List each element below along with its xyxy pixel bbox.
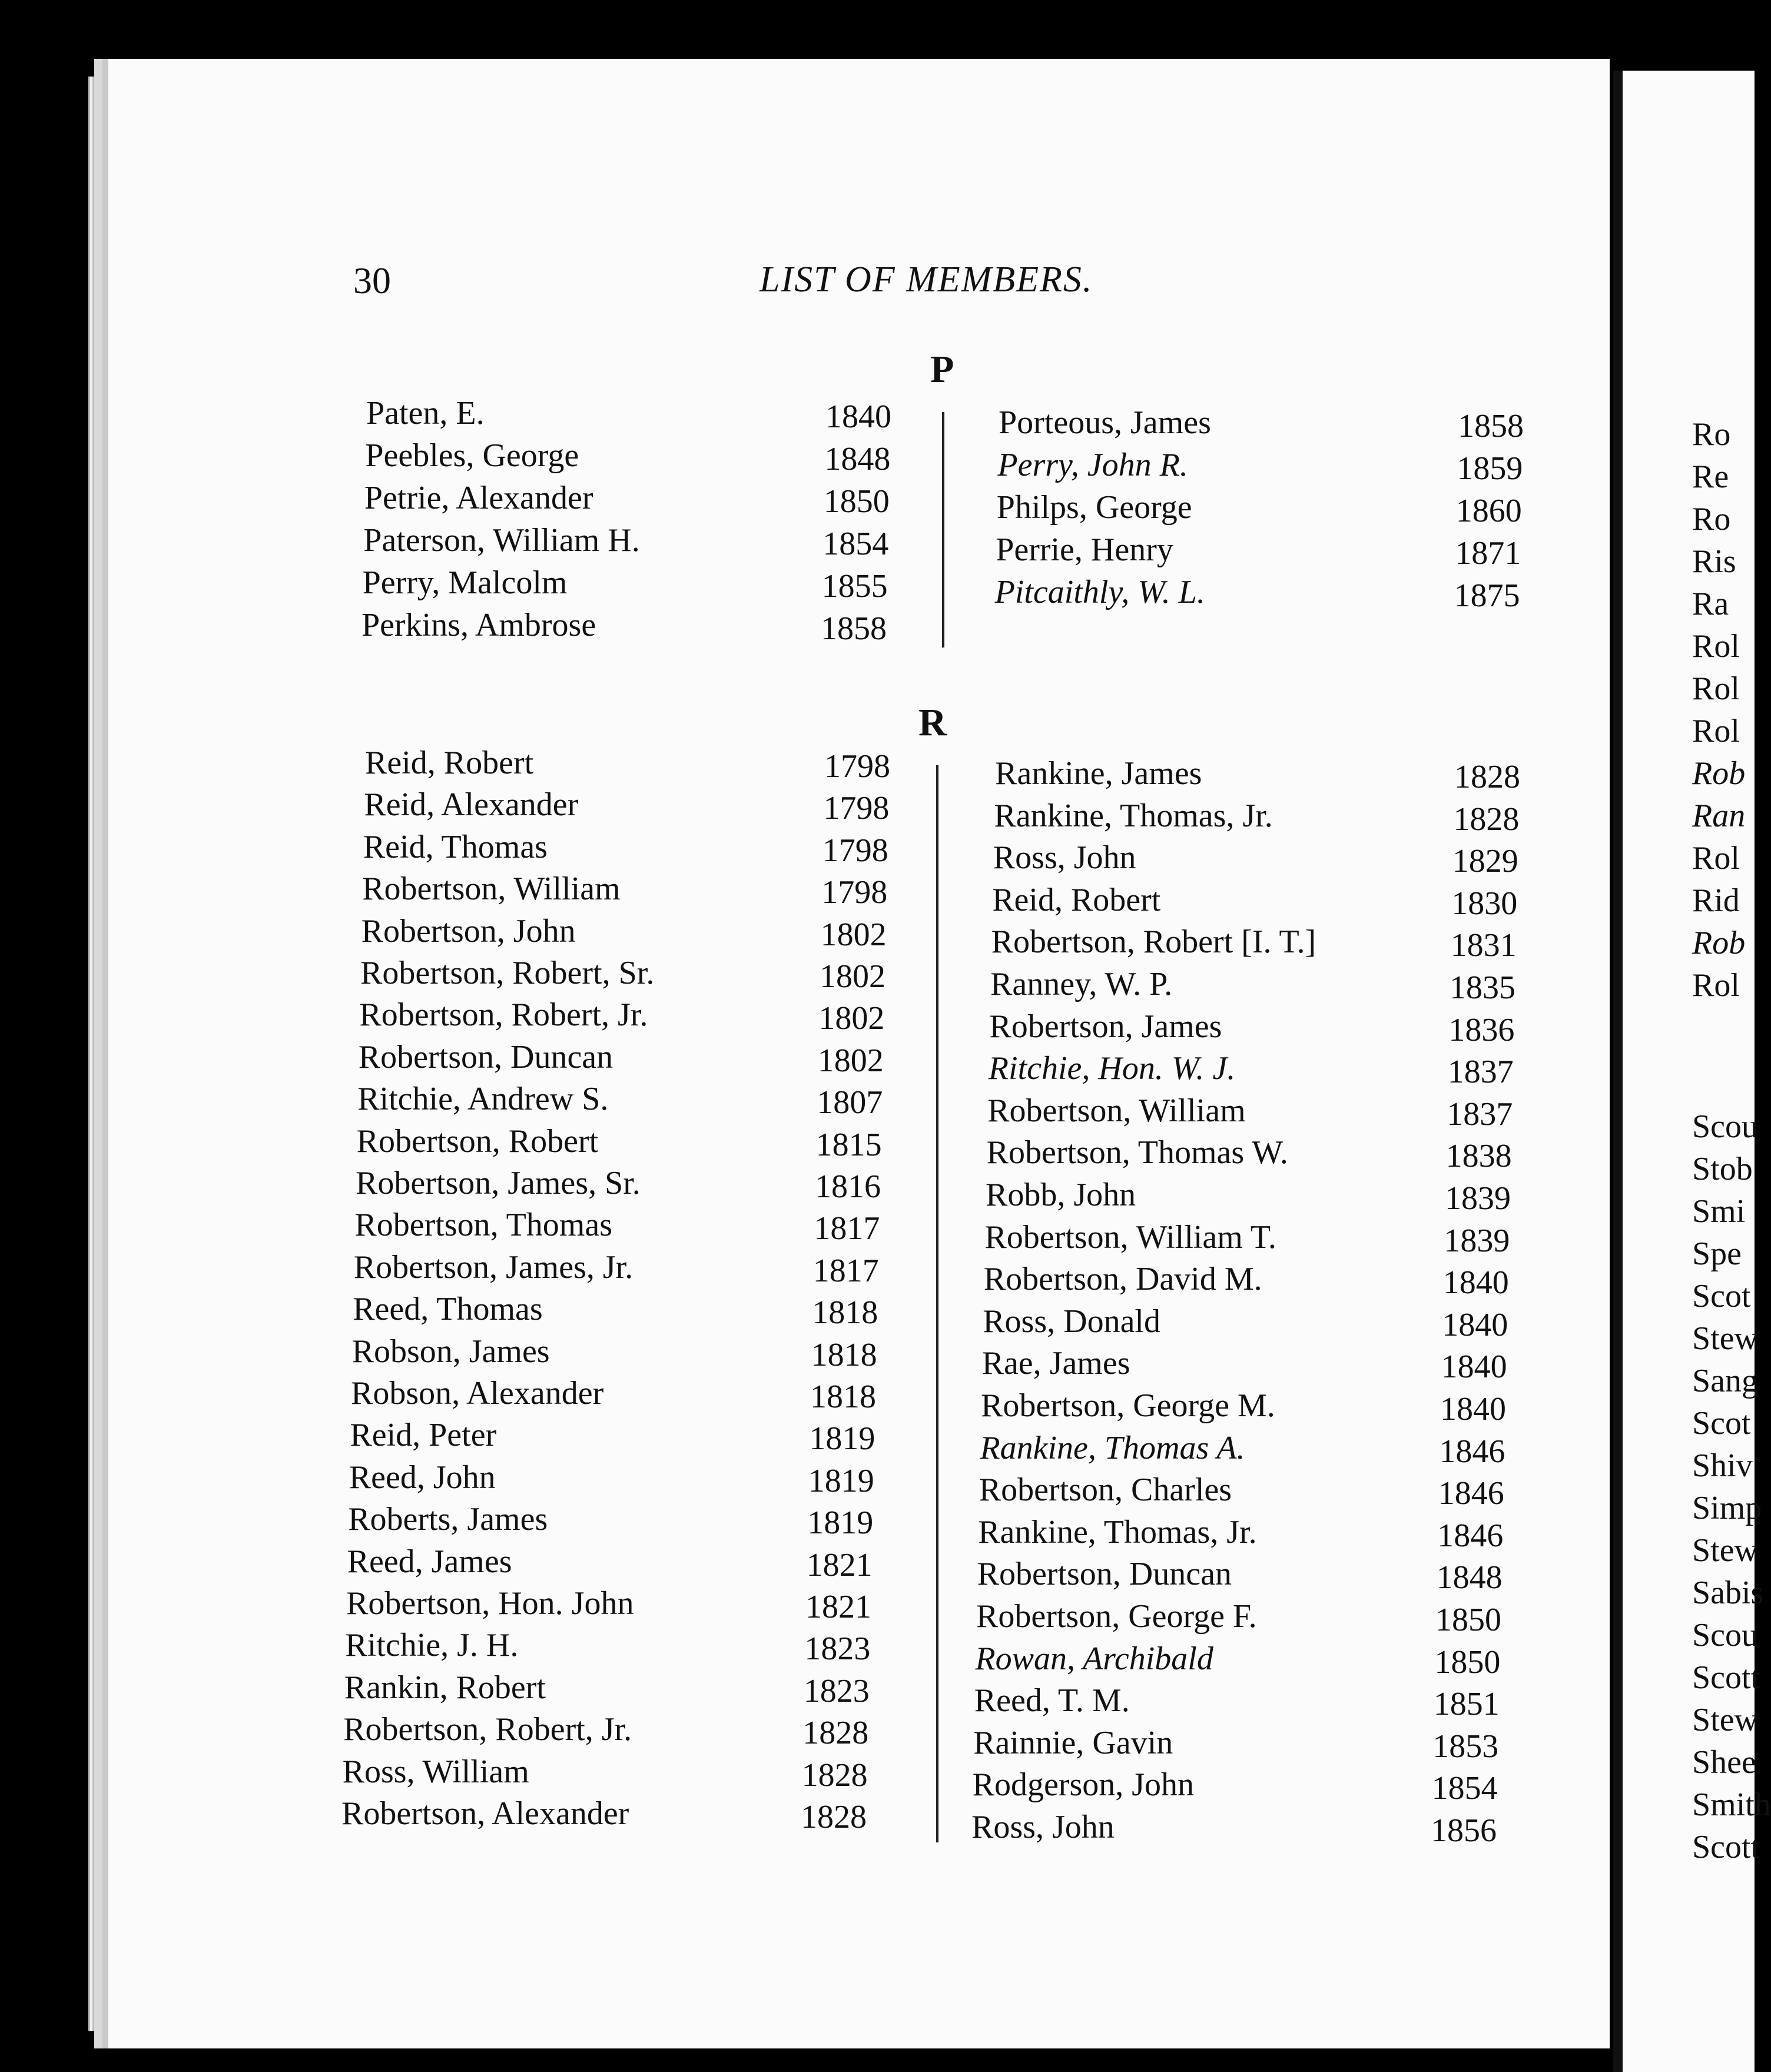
member-name: Rankine, Thomas A.	[980, 1429, 1245, 1466]
facing-page-fragment: Scou	[1692, 1108, 1758, 1145]
facing-page-fragment: Ris	[1692, 543, 1736, 580]
member-name: Pitcaithly, W. L.	[994, 574, 1205, 610]
facing-page-fragment: Rol	[1692, 670, 1740, 707]
facing-page-fragment: Rol	[1692, 840, 1740, 876]
member-name: Rankine, James	[995, 755, 1202, 792]
member-year: 1840	[1442, 1306, 1508, 1343]
member-year: 1816	[815, 1168, 881, 1205]
member-year: 1798	[824, 748, 890, 785]
member-name: Paten, E.	[366, 395, 485, 431]
member-year: 1828	[802, 1715, 869, 1752]
member-year: 1854	[823, 526, 889, 562]
member-year: 1848	[1436, 1559, 1503, 1596]
member-year: 1823	[804, 1631, 871, 1668]
facing-page-fragment: Scou	[1692, 1617, 1758, 1653]
member-year: 1860	[1455, 493, 1522, 529]
column-divider-r	[936, 765, 938, 1842]
member-name: Reid, Peter	[350, 1417, 497, 1454]
member-name: Ross, John	[971, 1809, 1115, 1845]
member-name: Reid, Alexander	[364, 786, 579, 824]
member-name: Perry, Malcolm	[362, 565, 568, 601]
member-name: Robertson, George F.	[976, 1598, 1257, 1635]
member-name: Robertson, Robert [I. T.]	[991, 924, 1316, 961]
member-name: Robertson, John	[361, 912, 576, 949]
facing-page-fragment: Rid	[1692, 882, 1740, 919]
member-year: 1859	[1457, 450, 1523, 487]
member-year: 1819	[807, 1505, 874, 1542]
member-name: Rowan, Archibald	[975, 1640, 1213, 1677]
member-year: 1840	[1441, 1349, 1507, 1386]
member-name: Reid, Robert	[365, 745, 534, 781]
member-name: Ross, William	[342, 1753, 529, 1790]
member-year: 1875	[1454, 577, 1520, 614]
facing-page-fragment: Sang	[1692, 1363, 1758, 1399]
facing-page-fragment: Rol	[1692, 967, 1740, 1004]
facing-page-fragment: Sabis	[1692, 1575, 1764, 1611]
member-year: 1858	[1458, 408, 1524, 444]
facing-page-fragment: Shee	[1692, 1744, 1756, 1781]
member-name: Ross, John	[993, 839, 1136, 876]
member-name: Reid, Thomas	[363, 828, 548, 865]
member-name: Rankine, Thomas, Jr.	[978, 1513, 1257, 1550]
member-year: 1871	[1455, 535, 1521, 572]
member-year: 1828	[801, 1799, 867, 1835]
facing-page-fragment: Stew	[1692, 1320, 1758, 1357]
facing-page-fragment: Rol	[1692, 713, 1740, 749]
member-year: 1828	[1453, 801, 1520, 838]
facing-page-fragment: Rob	[1692, 755, 1746, 792]
member-year: 1829	[1452, 843, 1518, 880]
member-name: Rainnie, Gavin	[973, 1724, 1173, 1761]
member-year: 1818	[810, 1379, 876, 1415]
member-year: 1846	[1437, 1517, 1504, 1554]
member-name: Peebles, George	[365, 437, 579, 474]
member-name: Robertson, Alexander	[341, 1795, 629, 1832]
member-name: Reed, John	[349, 1459, 496, 1496]
facing-page-fragment: Ro	[1692, 416, 1731, 453]
member-name: Rae, James	[981, 1345, 1130, 1382]
member-name: Petrie, Alexander	[364, 480, 593, 516]
facing-page-fragment: Smi	[1692, 1193, 1746, 1230]
member-year: 1835	[1450, 969, 1515, 1006]
member-name: Reid, Robert	[992, 881, 1161, 918]
facing-page-fragment: Spe	[1692, 1236, 1742, 1272]
member-year: 1831	[1450, 927, 1517, 964]
member-name: Robertson, Robert	[356, 1123, 599, 1160]
facing-page-fragment: Smith	[1692, 1787, 1771, 1823]
member-year: 1798	[822, 832, 888, 869]
member-name: Robertson, Duncan	[358, 1038, 613, 1075]
section-letter-p: P	[930, 348, 954, 391]
member-name: Robertson, James, Jr.	[353, 1248, 634, 1286]
member-year: 1846	[1439, 1433, 1505, 1470]
member-year: 1853	[1432, 1728, 1499, 1765]
member-name: Robertson, Charles	[979, 1472, 1232, 1509]
member-year: 1807	[817, 1084, 883, 1121]
page-title: LIST OF MEMBERS.	[760, 260, 1093, 300]
member-year: 1818	[812, 1294, 878, 1331]
facing-page-fragment: Re	[1692, 459, 1729, 495]
member-year: 1802	[818, 1000, 885, 1037]
member-name: Rodgerson, John	[972, 1766, 1195, 1804]
member-year: 1840	[825, 399, 891, 435]
member-year: 1818	[811, 1336, 877, 1373]
member-name: Robertson, Thomas	[354, 1207, 612, 1244]
facing-page-fragment: Stew	[1692, 1532, 1758, 1569]
member-year: 1798	[821, 874, 888, 911]
member-year: 1802	[820, 958, 885, 995]
member-name: Robertson, Hon. John	[346, 1585, 634, 1622]
facing-page-fragment: Ran	[1692, 798, 1746, 834]
member-name: Robb, John	[986, 1177, 1136, 1213]
member-name: Ritchie, Hon. W. J.	[988, 1050, 1236, 1087]
member-year: 1856	[1431, 1812, 1497, 1849]
member-year: 1830	[1451, 885, 1518, 922]
member-name: Ritchie, J. H.	[345, 1627, 519, 1664]
facing-page-fragment: Rob	[1692, 925, 1746, 961]
member-name: Perry, John R.	[997, 447, 1188, 483]
member-year: 1851	[1433, 1686, 1500, 1723]
member-year: 1839	[1445, 1180, 1511, 1217]
member-year: 1848	[824, 441, 891, 477]
facing-page-fragment: Rol	[1692, 628, 1740, 665]
member-name: Philps, George	[996, 489, 1192, 526]
facing-page-fragment: Ro	[1692, 501, 1731, 537]
page-header	[353, 259, 1472, 306]
facing-page-fragment: Scott	[1692, 1829, 1760, 1865]
member-year: 1823	[803, 1672, 870, 1709]
member-name: Perkins, Ambrose	[362, 607, 596, 643]
member-year: 1828	[801, 1756, 868, 1794]
member-year: 1850	[1435, 1602, 1501, 1638]
member-name: Robertson, George M.	[981, 1387, 1275, 1424]
member-name: Rankin, Robert	[344, 1669, 546, 1706]
member-year: 1846	[1438, 1475, 1504, 1512]
member-name: Ritchie, Andrew S.	[357, 1081, 609, 1118]
member-name: Robertson, Robert, Jr.	[359, 997, 648, 1034]
member-year: 1855	[821, 568, 888, 605]
member-name: Rankine, Thomas, Jr.	[994, 797, 1273, 834]
member-name: Robertson, Thomas W.	[986, 1134, 1288, 1171]
section-letter-r: R	[918, 701, 947, 744]
member-year: 1819	[808, 1462, 874, 1499]
page-number: 30	[353, 260, 391, 301]
member-name: Reed, James	[347, 1543, 512, 1580]
member-name: Robertson, William	[987, 1092, 1246, 1129]
member-year: 1837	[1447, 1054, 1514, 1091]
member-year: 1815	[815, 1126, 882, 1163]
member-name: Robertson, Robert, Jr.	[343, 1711, 632, 1748]
member-name: Robertson, Duncan	[977, 1556, 1232, 1593]
member-year: 1828	[1454, 759, 1520, 795]
facing-page-fragment: Simp	[1692, 1490, 1762, 1526]
member-name: Porteous, James	[999, 404, 1211, 441]
member-year: 1858	[821, 610, 887, 647]
member-year: 1798	[823, 790, 890, 827]
facing-page-fragment: Scot	[1692, 1278, 1751, 1314]
member-name: Robson, Alexander	[351, 1375, 604, 1412]
member-name: Roberts, James	[348, 1501, 548, 1538]
member-year: 1850	[823, 483, 890, 520]
member-year: 1838	[1445, 1138, 1512, 1175]
member-year: 1819	[809, 1420, 875, 1457]
member-name: Robertson, James, Sr.	[356, 1165, 641, 1201]
member-year: 1802	[820, 916, 887, 953]
member-year: 1817	[814, 1210, 880, 1247]
member-name: Perrie, Henry	[996, 532, 1173, 568]
facing-page-fragment: Stew	[1692, 1702, 1758, 1738]
member-name: Robertson, Robert, Sr.	[360, 955, 655, 991]
member-name: Robertson, David M.	[983, 1261, 1262, 1298]
member-year: 1836	[1448, 1011, 1515, 1048]
member-name: Ross, Donald	[983, 1303, 1160, 1340]
facing-page-fragment: Stob	[1692, 1151, 1753, 1187]
member-year: 1850	[1434, 1643, 1501, 1681]
facing-page-fragment: Ra	[1692, 586, 1729, 622]
facing-page-fragment: Scot	[1692, 1405, 1751, 1442]
member-year: 1840	[1442, 1264, 1509, 1301]
member-name: Robertson, James	[989, 1008, 1222, 1045]
member-year: 1817	[812, 1252, 879, 1289]
member-year: 1840	[1440, 1391, 1506, 1427]
facing-page-fragment: Shiv	[1692, 1447, 1753, 1484]
member-year: 1802	[817, 1042, 884, 1079]
member-name: Robertson, William T.	[984, 1218, 1276, 1256]
member-year: 1854	[1431, 1770, 1498, 1807]
member-name: Paterson, William H.	[363, 522, 640, 559]
member-year: 1837	[1447, 1095, 1513, 1133]
member-name: Ranney, W. P.	[990, 966, 1173, 1002]
member-year: 1821	[805, 1589, 871, 1625]
facing-page-fragment: Scott	[1692, 1659, 1760, 1696]
member-name: Robertson, William	[362, 871, 621, 908]
member-name: Robson, James	[351, 1333, 550, 1370]
member-name: Reed, Thomas	[353, 1291, 543, 1328]
member-year: 1821	[806, 1546, 873, 1583]
member-name: Reed, T. M.	[974, 1682, 1130, 1719]
column-divider-p	[942, 412, 944, 648]
member-year: 1839	[1444, 1222, 1510, 1259]
